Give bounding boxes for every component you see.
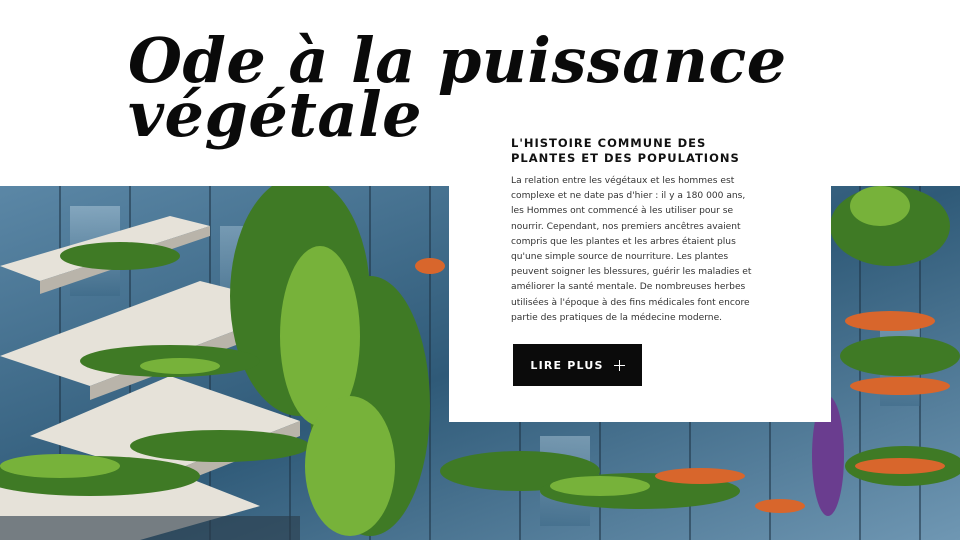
content-card <box>449 120 831 422</box>
section-heading-line-2: PLANTES ET DES POPULATIONS <box>511 151 740 165</box>
page-title-line-2: végétale <box>128 78 423 151</box>
plus-icon <box>614 360 625 371</box>
body-text-line: complexe et ne date pas d'hier : il y a 180 000 ans, <box>511 191 746 202</box>
read-more-button[interactable] <box>513 344 642 386</box>
body-text-line: utilisées à l'époque à des fins médicales font encore <box>511 297 750 308</box>
body-text-line: La relation entre les végétaux et les hommes est <box>511 176 735 186</box>
body-text-line: peuvent soigner les blessures, guérir les maladies et <box>511 267 752 278</box>
page-title-line-1: Ode à la puissance <box>128 24 787 97</box>
body-text-line: nourrir. Cependant, nos premiers ancêtres avaient <box>511 221 741 232</box>
body-text-line: compris que les plantes et les arbres étaient plus <box>511 236 736 247</box>
body-text-line: améliorer la santé mentale. De nombreuses herbes <box>511 282 746 293</box>
body-text-line: partie des pratiques de la médecine moderne. <box>511 312 723 323</box>
section-heading-line-1: L'HISTOIRE COMMUNE DES <box>511 136 707 150</box>
read-more-label: LIRE PLUS <box>530 358 604 372</box>
body-text <box>511 174 781 326</box>
body-text-line: qu'une simple source de nourriture. Les plantes <box>511 252 729 263</box>
body-text-line: les Hommes ont commencé à les utiliser pour se <box>511 206 734 217</box>
